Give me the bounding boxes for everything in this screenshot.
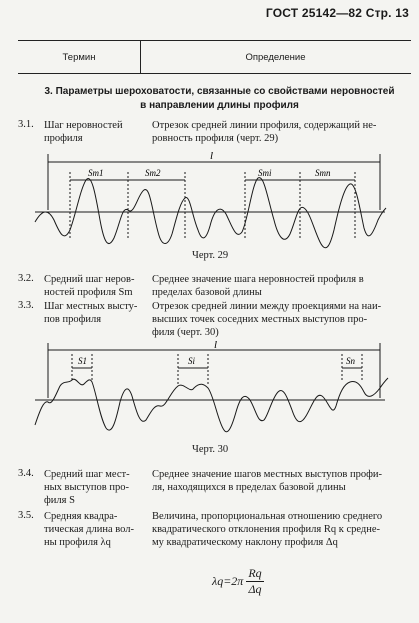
item-number: 3.1. (18, 119, 34, 130)
item-number: 3.3. (18, 300, 34, 311)
definition-line: филя (черт. 30) (152, 327, 219, 338)
figure-29-caption: Черт. 29 (192, 250, 229, 261)
definition-text (152, 119, 414, 145)
formula-fraction (246, 566, 263, 597)
term-line: Шаг неровностей (44, 120, 123, 131)
definition-line: высших точек соседних местных выступов про- (152, 314, 368, 325)
definition-line: квадратического отклонения профиля Rq к средне- (152, 524, 381, 535)
definition-line: Среднее значение шага неровностей профиля в (152, 274, 364, 285)
item-number: 3.5. (18, 510, 34, 521)
definition-line: ровность профиля (черт. 29) (152, 133, 279, 144)
term-line: Шаг местных высту- (44, 301, 138, 312)
definition-line: Среднее значение шагов местных выступов профи- (152, 469, 383, 480)
definition-text (152, 510, 414, 549)
figure-label: Sm1 (88, 168, 104, 178)
term-line: Средняя квадра- (44, 511, 118, 522)
column-header-row (18, 40, 411, 74)
profile-curve (35, 378, 388, 432)
figure-label: Smi (258, 168, 272, 178)
figure-label: Sn (346, 356, 355, 366)
term-line: ностей профиля Sm (44, 287, 133, 298)
definition-line: му квадратическому наклону профиля Δq (152, 537, 338, 548)
term-line: Средний шаг мест- (44, 469, 130, 480)
term-text (44, 273, 144, 299)
definition-line: Отрезок средней линии между проекциями на наи- (152, 301, 382, 312)
term-text (44, 468, 144, 507)
column-header-terms: Термин (18, 41, 141, 73)
formula-denominator: Δq (248, 582, 262, 596)
term-line: Средний шаг неров- (44, 274, 135, 285)
figure-label: Sm2 (145, 168, 161, 178)
figure-label: Smn (315, 168, 331, 178)
formula-lhs: λq=2π (212, 574, 244, 588)
section-title-line1: 3. Параметры шероховатости, связанные со свойствами неровностей (44, 86, 395, 97)
definition-line: пределах базовой длины (152, 287, 262, 298)
definition-text (152, 300, 414, 339)
figure-label: S1 (78, 356, 87, 366)
profile-curve (35, 178, 386, 248)
definition-line: ля, находящихся в пределах базовой длины (152, 482, 346, 493)
section-title (34, 85, 405, 113)
term-text (44, 510, 144, 549)
formula-lambda-q (212, 566, 264, 597)
column-header-definitions: Определение (245, 51, 306, 63)
figure-label: l (210, 150, 214, 162)
term-text (44, 300, 144, 326)
term-line: ны профиля λq (44, 537, 111, 548)
formula-numerator: Rq (248, 566, 262, 580)
figure-30-profile (30, 340, 390, 450)
term-line: профиля (44, 133, 83, 144)
term-line: пов профиля (44, 314, 102, 325)
term-line: ных выступов про- (44, 482, 129, 493)
figure-label: l (214, 340, 218, 351)
figure-30-caption: Черт. 30 (192, 444, 229, 455)
section-title-line2: в направлении длины профиля (140, 100, 299, 111)
term-text (44, 119, 144, 145)
figure-label: Si (188, 356, 196, 366)
item-number: 3.4. (18, 468, 34, 479)
definition-line: Отрезок средней линии профиля, содержащий не- (152, 120, 377, 131)
term-line: филя S (44, 495, 75, 506)
definition-text (152, 468, 414, 494)
definition-line: Величина, пропорциональная отношению среднего (152, 511, 383, 522)
page-header: ГОСТ 25142—82 Стр. 13 (265, 6, 409, 20)
term-line: тическая длина вол- (44, 524, 134, 535)
definition-text (152, 273, 414, 299)
item-number: 3.2. (18, 273, 34, 284)
